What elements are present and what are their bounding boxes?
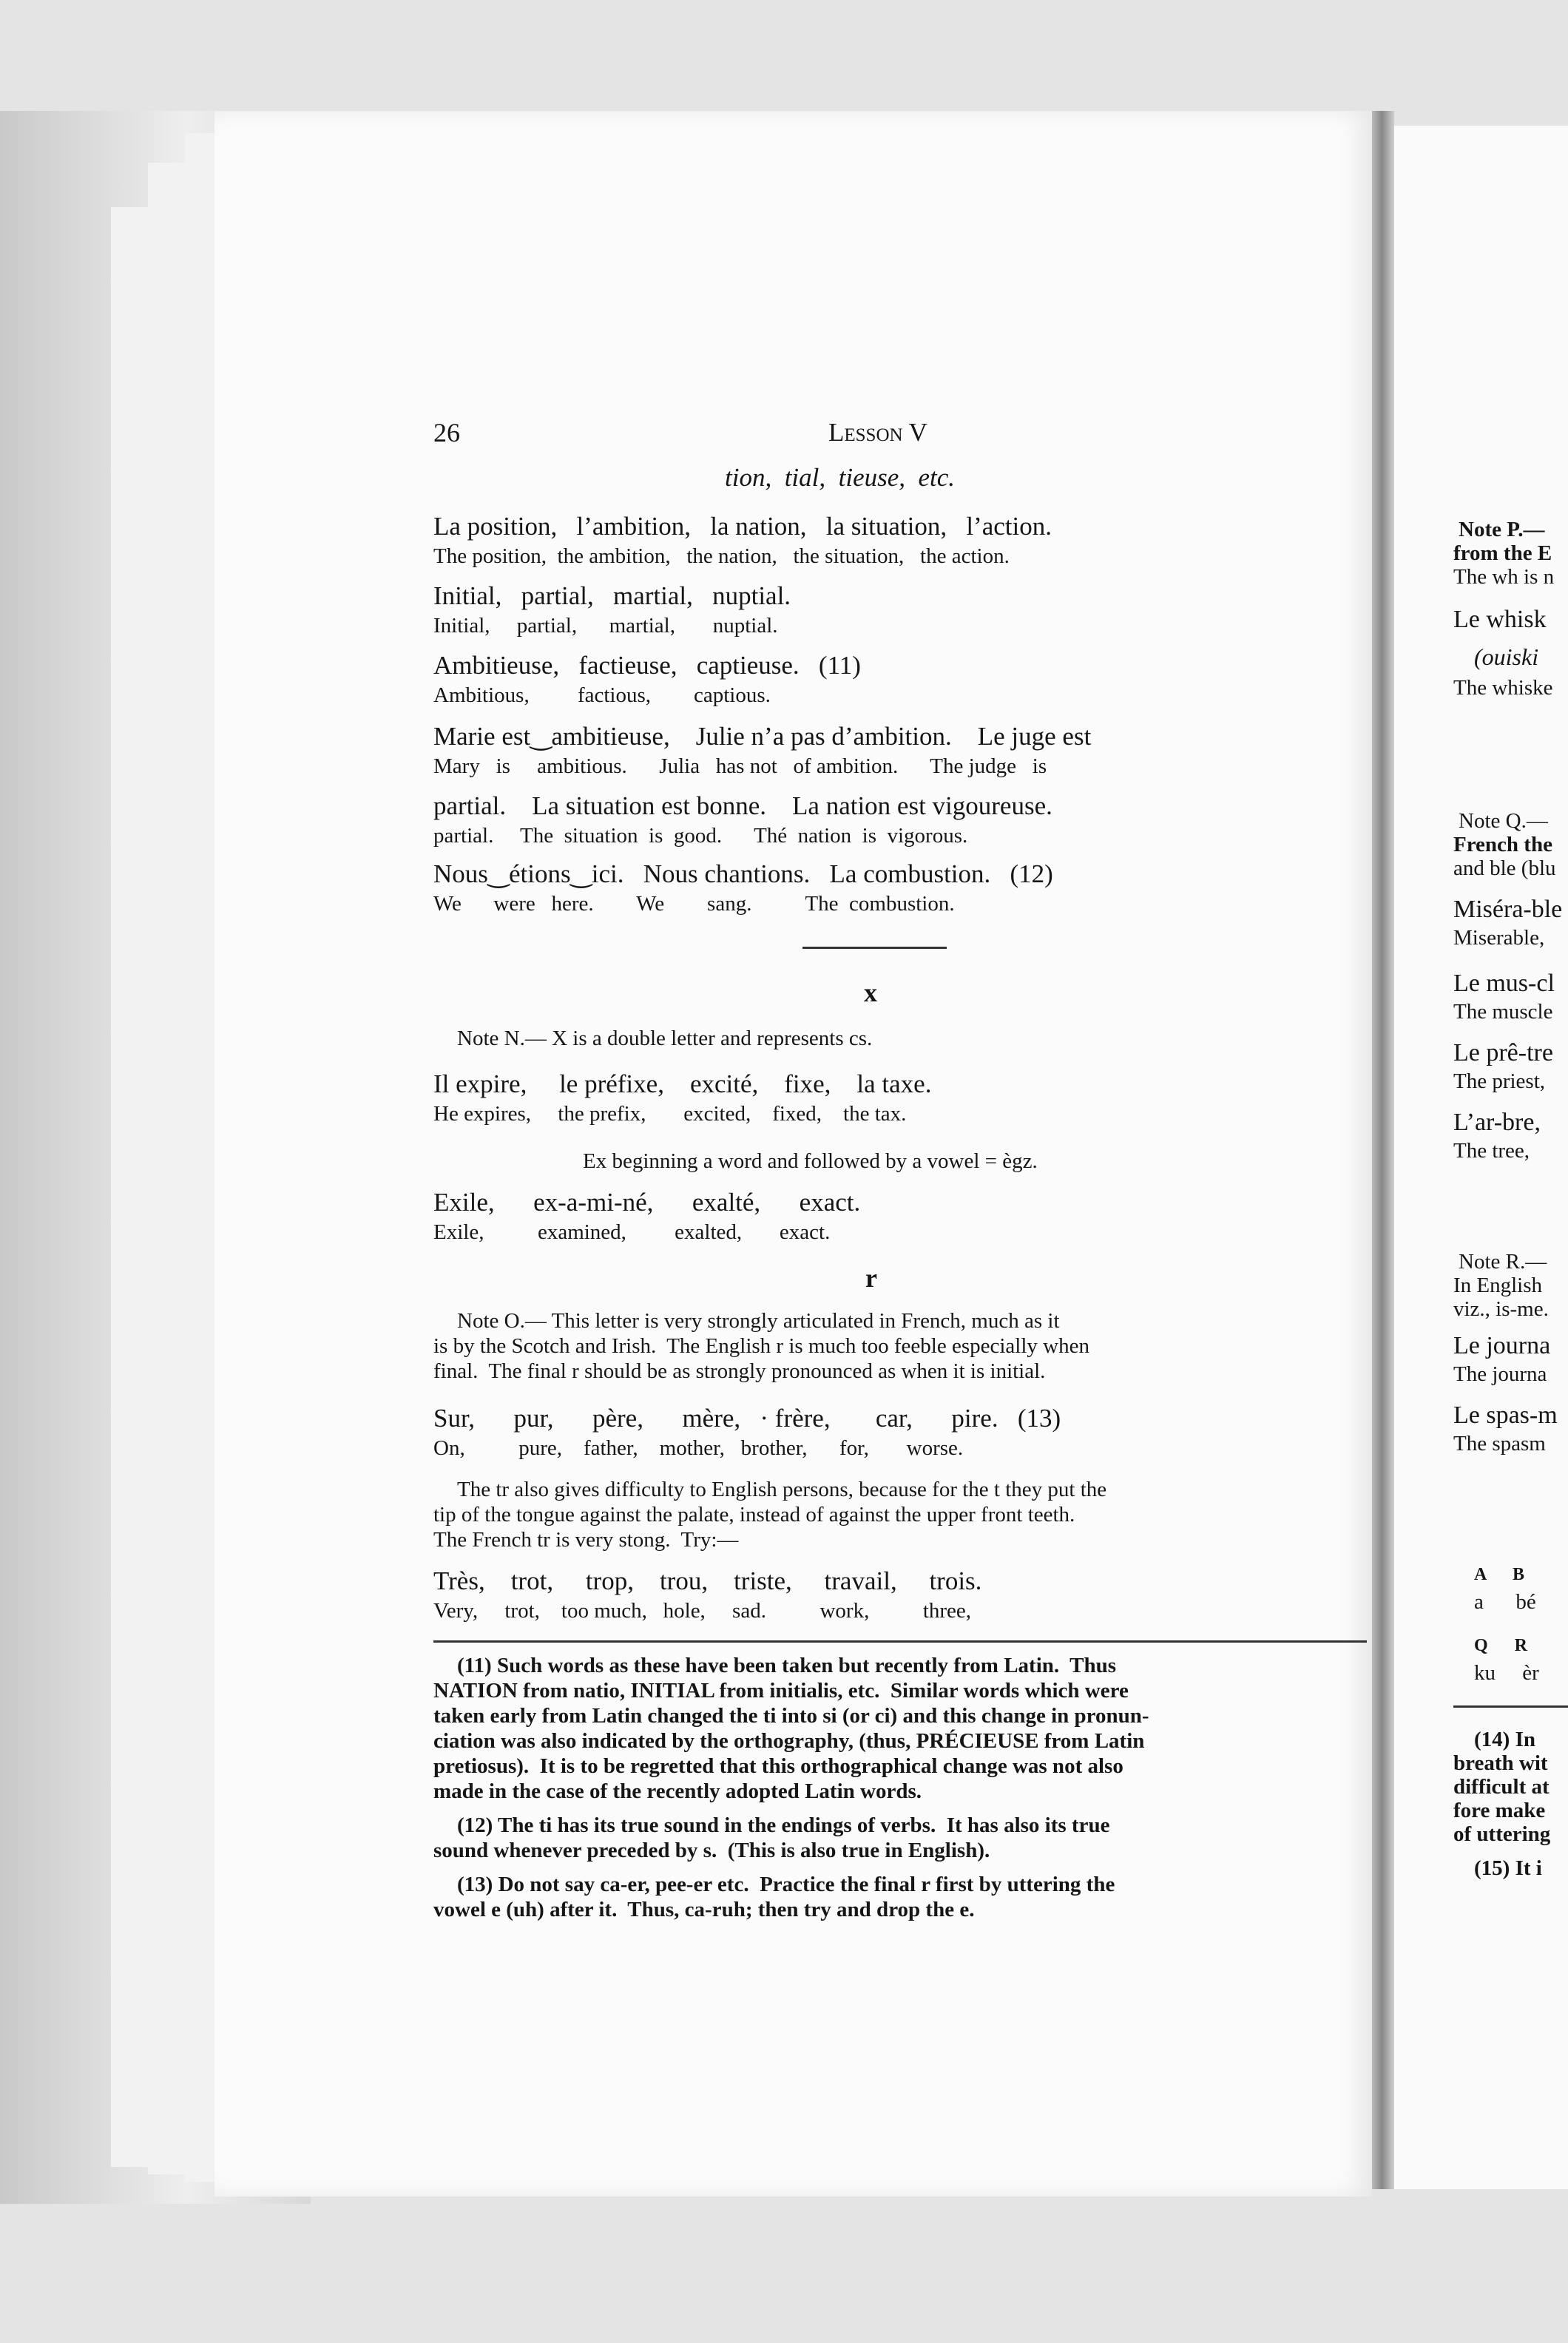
facing-text: Note P.— [1459,518,1545,541]
page-number: 26 [433,418,460,447]
body-text: The tr also gives difficulty to English persons, because for the t they put the [457,1478,1107,1501]
alphabet-letters: Q R [1474,1636,1527,1655]
facing-text: The journa [1453,1362,1547,1386]
english-line: partial. The situation is good. Thé nation is vigorous. [433,824,968,848]
body-text: The French tr is very stong. Try:— [433,1528,739,1552]
english-line: We were here. We sang. The combustion. [433,892,955,916]
footnote-11: NATION from natio, INITIAL from initialis, etc. Similar words which were [433,1679,1129,1703]
alphabet-names: ku èr [1474,1661,1539,1685]
facing-text: Le prê-tre [1453,1039,1553,1066]
rule-text: Ex beginning a word and followed by a vowel = ègz. [583,1149,1038,1173]
facing-text: from the E [1453,541,1552,565]
facing-text: The priest, [1453,1069,1546,1093]
footnote-12: sound whenever preceded by s. (This is also true in English). [433,1839,990,1862]
facing-text: The whiske [1453,676,1553,700]
facing-text: Note Q.— [1459,809,1548,833]
note-text: Note N.— X is a double letter and represents cs. [457,1027,873,1050]
facing-text: Le whisk [1453,606,1547,633]
facing-text: (14) In [1474,1728,1535,1751]
footnote-rule [433,1640,1367,1643]
french-line: Très, trot, trop, trou, triste, travail, trois. [433,1566,982,1595]
book-gutter [1372,111,1394,2189]
facing-text: of uttering [1453,1822,1551,1846]
facing-text: The muscle [1453,1000,1553,1024]
french-line: Il expire, le préfixe, excité, fixe, la taxe. [433,1069,932,1098]
facing-text: Le journa [1453,1332,1551,1359]
facing-text: L’ar-bre, [1453,1109,1541,1136]
footnote-11: (11) Such words as these have been taken but recently from Latin. Thus [457,1654,1117,1677]
note-text: is by the Scotch and Irish. The English r is much too feeble especially when [433,1334,1089,1358]
footnote-11: made in the case of the recently adopted Latin words. [433,1779,922,1803]
running-head: Lesson V [828,418,927,447]
footnote-rule [1453,1705,1568,1708]
footnote-11: taken early from Latin changed the ti into si (or ci) and this change in pronun- [433,1704,1149,1728]
section-divider [802,947,947,949]
facing-text: fore make [1453,1799,1546,1822]
english-line: Exile, examined, exalted, exact. [433,1220,831,1244]
facing-text: The tree, [1453,1139,1530,1163]
section-letter: r [865,1263,877,1293]
facing-text: and ble (blu [1453,856,1556,880]
facing-text: (15) It i [1474,1856,1542,1880]
footnote-12: (12) The ti has its true sound in the endings of verbs. It has also its true [457,1813,1110,1837]
facing-text: difficult at [1453,1775,1550,1799]
english-line: Ambitious, factious, captious. [433,683,771,707]
french-line: Sur, pur, père, mère, · frère, car, pire. (13) [433,1404,1061,1433]
french-line: Initial, partial, martial, nuptial. [433,581,791,610]
english-line: He expires, the prefix, excited, fixed, the tax. [433,1102,907,1126]
facing-text: Note R.— [1459,1250,1547,1274]
footnote-11: ciation was also indicated by the orthography, (thus, PRÉCIEUSE from Latin [433,1729,1145,1753]
facing-text: Miserable, [1453,926,1545,950]
french-line: Nous‿étions‿ici. Nous chantions. La combustion. (12) [433,859,1053,888]
facing-text: The wh is n [1453,565,1555,589]
facing-page [1394,126,1568,2189]
facing-text: (ouiski [1474,643,1539,670]
english-line: Very, trot, too much, hole, sad. work, three, [433,1599,972,1623]
facing-text: Le spas-m [1453,1402,1558,1429]
english-line: Mary is ambitious. Julia has not of ambition. The judge is [433,754,1047,778]
section-letter: x [864,978,877,1007]
facing-text: breath wit [1453,1751,1548,1775]
french-line: Ambitieuse, factieuse, captieuse. (11) [433,651,861,680]
alphabet-letters: A B [1474,1565,1525,1584]
footnote-13: vowel e (uh) after it. Thus, ca-ruh; then try and drop the e. [433,1898,975,1921]
french-line: Marie est‿ambitieuse, Julie n’a pas d’ambition. Le juge est [433,722,1092,751]
facing-text: Miséra-ble [1453,896,1563,923]
facing-text: The spasm [1453,1432,1546,1456]
footnote-13: (13) Do not say ca-er, pee-er etc. Practice the final r first by uttering the [457,1873,1115,1896]
english-line: Initial, partial, martial, nuptial. [433,614,778,638]
english-line: The position, the ambition, the nation, the situation, the action. [433,544,1010,568]
footnote-11: pretiosus). It is to be regretted that this orthographical change was not also [433,1754,1123,1778]
english-line: On, pure, father, mother, brother, for, worse. [433,1436,964,1460]
main-page [214,111,1372,2197]
french-line: Exile, ex-a-mi-né, exalté, exact. [433,1188,861,1217]
note-text: final. The final r should be as strongly pronounced as when it is initial. [433,1359,1046,1383]
french-line: La position, l’ambition, la nation, la situation, l’action. [433,512,1052,541]
facing-text: French the [1453,833,1552,856]
note-text: Note O.— This letter is very strongly articulated in French, much as it [457,1309,1060,1333]
section-heading: tion, tial, tieuse, etc. [725,463,956,492]
facing-text: In English [1453,1274,1543,1297]
facing-text: viz., is-me. [1453,1297,1549,1321]
facing-text: Le mus-cl [1453,970,1555,997]
body-text: tip of the tongue against the palate, instead of against the upper front teeth. [433,1503,1075,1526]
alphabet-names: a bé [1474,1590,1536,1614]
french-line: partial. La situation est bonne. La nation est vigoureuse. [433,791,1052,820]
